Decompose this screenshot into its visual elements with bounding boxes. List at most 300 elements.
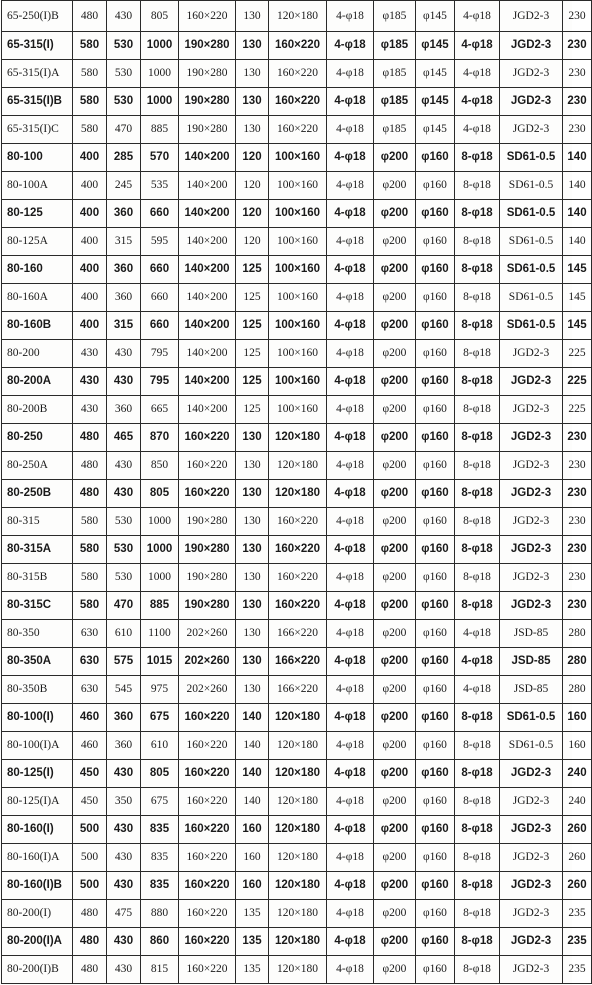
cell-flange-d1: φ200 xyxy=(374,228,416,256)
cell-flange-d2: φ160 xyxy=(416,312,455,340)
cell-isolator: JGD2-3 xyxy=(500,900,563,928)
cell-anchor-holes: 4-φ18 xyxy=(327,760,374,788)
cell-flange-holes: 8-φ18 xyxy=(455,172,500,200)
cell-model: 80-350B xyxy=(2,676,73,704)
cell-anchor-holes: 4-φ18 xyxy=(327,396,374,424)
cell-flange-holes: 8-φ18 xyxy=(455,368,500,396)
cell-dim-b: 360 xyxy=(107,732,141,760)
cell-dim-c: 850 xyxy=(141,452,179,480)
cell-flange-d1: φ185 xyxy=(374,32,416,60)
cell-dim-a: 480 xyxy=(73,452,107,480)
cell-dim-h: 120 xyxy=(236,172,269,200)
cell-flange-d2: φ160 xyxy=(416,424,455,452)
cell-bolt-spacing: 120×180 xyxy=(269,424,327,452)
cell-weight: 225 xyxy=(563,368,592,396)
cell-flange-d2: φ160 xyxy=(416,396,455,424)
cell-weight: 235 xyxy=(563,956,592,984)
cell-anchor-holes: 4-φ18 xyxy=(327,312,374,340)
cell-dim-h: 125 xyxy=(236,368,269,396)
cell-weight: 230 xyxy=(563,88,592,116)
cell-base-size: 160×220 xyxy=(179,452,236,480)
cell-dim-a: 630 xyxy=(73,676,107,704)
cell-weight: 260 xyxy=(563,844,592,872)
cell-dim-c: 1000 xyxy=(141,32,179,60)
cell-dim-c: 805 xyxy=(141,480,179,508)
cell-dim-a: 580 xyxy=(73,60,107,88)
cell-weight: 280 xyxy=(563,648,592,676)
table-row xyxy=(2,788,592,816)
cell-anchor-holes: 4-φ18 xyxy=(327,704,374,732)
cell-model: 80-250A xyxy=(2,452,73,480)
cell-dim-a: 580 xyxy=(73,564,107,592)
cell-dim-a: 400 xyxy=(73,172,107,200)
cell-base-size: 160×220 xyxy=(179,760,236,788)
cell-model: 80-315B xyxy=(2,564,73,592)
cell-bolt-spacing: 120×180 xyxy=(269,928,327,956)
cell-flange-d1: φ185 xyxy=(374,1,416,32)
cell-isolator: JGD2-3 xyxy=(500,592,563,620)
cell-flange-holes: 4-φ18 xyxy=(455,32,500,60)
cell-anchor-holes: 4-φ18 xyxy=(327,592,374,620)
cell-flange-holes: 8-φ18 xyxy=(455,200,500,228)
cell-isolator: JGD2-3 xyxy=(500,452,563,480)
cell-model: 80-125(I)A xyxy=(2,788,73,816)
cell-bolt-spacing: 100×160 xyxy=(269,340,327,368)
cell-dim-b: 430 xyxy=(107,340,141,368)
cell-flange-d1: φ185 xyxy=(374,60,416,88)
cell-dim-c: 1000 xyxy=(141,88,179,116)
cell-isolator: JGD2-3 xyxy=(500,396,563,424)
cell-isolator: SD61-0.5 xyxy=(500,144,563,172)
cell-bolt-spacing: 120×180 xyxy=(269,760,327,788)
cell-dim-a: 580 xyxy=(73,592,107,620)
cell-bolt-spacing: 100×160 xyxy=(269,144,327,172)
cell-dim-b: 430 xyxy=(107,816,141,844)
cell-dim-a: 580 xyxy=(73,88,107,116)
cell-dim-h: 125 xyxy=(236,284,269,312)
cell-dim-b: 610 xyxy=(107,620,141,648)
cell-bolt-spacing: 100×160 xyxy=(269,396,327,424)
cell-flange-holes: 8-φ18 xyxy=(455,228,500,256)
cell-anchor-holes: 4-φ18 xyxy=(327,508,374,536)
cell-dim-b: 545 xyxy=(107,676,141,704)
cell-dim-h: 160 xyxy=(236,844,269,872)
cell-weight: 225 xyxy=(563,396,592,424)
cell-flange-d1: φ200 xyxy=(374,396,416,424)
cell-flange-d1: φ200 xyxy=(374,928,416,956)
cell-flange-d2: φ160 xyxy=(416,900,455,928)
cell-isolator: JGD2-3 xyxy=(500,340,563,368)
cell-dim-c: 870 xyxy=(141,424,179,452)
cell-base-size: 190×280 xyxy=(179,88,236,116)
cell-dim-c: 610 xyxy=(141,732,179,760)
cell-weight: 145 xyxy=(563,256,592,284)
cell-anchor-holes: 4-φ18 xyxy=(327,564,374,592)
cell-dim-b: 245 xyxy=(107,172,141,200)
cell-dim-h: 130 xyxy=(236,676,269,704)
cell-dim-b: 360 xyxy=(107,200,141,228)
cell-base-size: 140×200 xyxy=(179,200,236,228)
cell-isolator: JGD2-3 xyxy=(500,536,563,564)
cell-isolator: SD61-0.5 xyxy=(500,200,563,228)
cell-flange-d2: φ160 xyxy=(416,620,455,648)
cell-isolator: JGD2-3 xyxy=(500,760,563,788)
cell-dim-a: 480 xyxy=(73,480,107,508)
table-row xyxy=(2,172,592,200)
cell-dim-c: 835 xyxy=(141,872,179,900)
cell-dim-c: 885 xyxy=(141,592,179,620)
cell-flange-d2: φ160 xyxy=(416,592,455,620)
cell-weight: 140 xyxy=(563,200,592,228)
cell-flange-d2: φ160 xyxy=(416,816,455,844)
cell-isolator: JSD-85 xyxy=(500,648,563,676)
cell-flange-holes: 8-φ18 xyxy=(455,732,500,760)
cell-base-size: 190×280 xyxy=(179,592,236,620)
cell-base-size: 190×280 xyxy=(179,60,236,88)
cell-dim-a: 580 xyxy=(73,32,107,60)
cell-bolt-spacing: 160×220 xyxy=(269,116,327,144)
cell-isolator: SD61-0.5 xyxy=(500,172,563,200)
cell-dim-h: 130 xyxy=(236,424,269,452)
cell-flange-holes: 8-φ18 xyxy=(455,900,500,928)
cell-dim-c: 535 xyxy=(141,172,179,200)
cell-dim-h: 130 xyxy=(236,60,269,88)
cell-dim-a: 460 xyxy=(73,704,107,732)
cell-dim-h: 125 xyxy=(236,396,269,424)
cell-isolator: JGD2-3 xyxy=(500,928,563,956)
table-row xyxy=(2,592,592,620)
table-row xyxy=(2,116,592,144)
cell-dim-a: 480 xyxy=(73,956,107,984)
cell-base-size: 202×260 xyxy=(179,620,236,648)
table-row xyxy=(2,760,592,788)
cell-flange-d1: φ200 xyxy=(374,844,416,872)
cell-model: 80-250B xyxy=(2,480,73,508)
cell-anchor-holes: 4-φ18 xyxy=(327,60,374,88)
cell-isolator: JGD2-3 xyxy=(500,788,563,816)
cell-base-size: 140×200 xyxy=(179,396,236,424)
cell-dim-b: 285 xyxy=(107,144,141,172)
cell-isolator: JGD2-3 xyxy=(500,956,563,984)
cell-dim-h: 130 xyxy=(236,648,269,676)
cell-dim-h: 135 xyxy=(236,900,269,928)
cell-dim-a: 500 xyxy=(73,872,107,900)
cell-flange-holes: 8-φ18 xyxy=(455,844,500,872)
table-row xyxy=(2,144,592,172)
cell-isolator: JGD2-3 xyxy=(500,368,563,396)
cell-bolt-spacing: 160×220 xyxy=(269,564,327,592)
cell-anchor-holes: 4-φ18 xyxy=(327,536,374,564)
cell-flange-d1: φ200 xyxy=(374,340,416,368)
cell-flange-holes: 8-φ18 xyxy=(455,396,500,424)
cell-weight: 140 xyxy=(563,172,592,200)
cell-dim-b: 530 xyxy=(107,564,141,592)
cell-dim-a: 630 xyxy=(73,620,107,648)
cell-dim-c: 660 xyxy=(141,256,179,284)
cell-flange-holes: 8-φ18 xyxy=(455,592,500,620)
cell-model: 80-100(I)A xyxy=(2,732,73,760)
cell-base-size: 140×200 xyxy=(179,284,236,312)
cell-flange-d1: φ200 xyxy=(374,368,416,396)
cell-anchor-holes: 4-φ18 xyxy=(327,1,374,32)
cell-bolt-spacing: 100×160 xyxy=(269,228,327,256)
cell-anchor-holes: 4-φ18 xyxy=(327,424,374,452)
cell-weight: 230 xyxy=(563,1,592,32)
cell-base-size: 160×220 xyxy=(179,928,236,956)
cell-flange-d2: φ160 xyxy=(416,480,455,508)
cell-model: 80-200 xyxy=(2,340,73,368)
table-row xyxy=(2,732,592,760)
table-row xyxy=(2,872,592,900)
cell-dim-c: 1000 xyxy=(141,536,179,564)
cell-flange-d1: φ200 xyxy=(374,172,416,200)
table-row xyxy=(2,256,592,284)
cell-flange-d2: φ145 xyxy=(416,88,455,116)
cell-weight: 230 xyxy=(563,32,592,60)
cell-model: 65-315(I)C xyxy=(2,116,73,144)
cell-dim-c: 1015 xyxy=(141,648,179,676)
cell-base-size: 160×220 xyxy=(179,480,236,508)
cell-flange-d2: φ160 xyxy=(416,228,455,256)
cell-dim-h: 130 xyxy=(236,1,269,32)
cell-isolator: JGD2-3 xyxy=(500,564,563,592)
cell-flange-d2: φ160 xyxy=(416,732,455,760)
cell-dim-h: 130 xyxy=(236,452,269,480)
cell-dim-b: 315 xyxy=(107,228,141,256)
cell-flange-d1: φ200 xyxy=(374,816,416,844)
cell-bolt-spacing: 166×220 xyxy=(269,676,327,704)
cell-dim-b: 475 xyxy=(107,900,141,928)
cell-model: 80-250 xyxy=(2,424,73,452)
cell-dim-a: 400 xyxy=(73,284,107,312)
cell-isolator: JGD2-3 xyxy=(500,508,563,536)
cell-dim-h: 120 xyxy=(236,144,269,172)
cell-dim-h: 130 xyxy=(236,32,269,60)
cell-dim-c: 815 xyxy=(141,956,179,984)
cell-dim-a: 430 xyxy=(73,368,107,396)
cell-weight: 160 xyxy=(563,704,592,732)
table-row xyxy=(2,228,592,256)
cell-flange-holes: 8-φ18 xyxy=(455,872,500,900)
cell-flange-d1: φ200 xyxy=(374,648,416,676)
cell-isolator: JSD-85 xyxy=(500,620,563,648)
table-row xyxy=(2,200,592,228)
cell-flange-d1: φ200 xyxy=(374,732,416,760)
cell-weight: 235 xyxy=(563,928,592,956)
cell-isolator: JSD-85 xyxy=(500,676,563,704)
cell-weight: 160 xyxy=(563,732,592,760)
cell-isolator: JGD2-3 xyxy=(500,844,563,872)
cell-flange-d1: φ185 xyxy=(374,88,416,116)
cell-model: 80-315 xyxy=(2,508,73,536)
cell-bolt-spacing: 160×220 xyxy=(269,32,327,60)
cell-dim-h: 130 xyxy=(236,116,269,144)
cell-isolator: SD61-0.5 xyxy=(500,312,563,340)
cell-model: 80-160(I)B xyxy=(2,872,73,900)
cell-base-size: 190×280 xyxy=(179,536,236,564)
table-row xyxy=(2,816,592,844)
cell-bolt-spacing: 120×180 xyxy=(269,452,327,480)
cell-flange-d2: φ160 xyxy=(416,844,455,872)
cell-flange-d2: φ145 xyxy=(416,116,455,144)
cell-model: 80-100(I) xyxy=(2,704,73,732)
cell-flange-holes: 4-φ18 xyxy=(455,1,500,32)
cell-dim-b: 530 xyxy=(107,32,141,60)
cell-bolt-spacing: 160×220 xyxy=(269,88,327,116)
cell-dim-b: 430 xyxy=(107,872,141,900)
cell-flange-d2: φ160 xyxy=(416,340,455,368)
cell-dim-b: 430 xyxy=(107,928,141,956)
cell-base-size: 140×200 xyxy=(179,172,236,200)
cell-dim-a: 500 xyxy=(73,844,107,872)
cell-bolt-spacing: 166×220 xyxy=(269,620,327,648)
cell-dim-a: 630 xyxy=(73,648,107,676)
cell-flange-d2: φ145 xyxy=(416,60,455,88)
cell-flange-d2: φ160 xyxy=(416,704,455,732)
cell-base-size: 190×280 xyxy=(179,564,236,592)
cell-weight: 280 xyxy=(563,620,592,648)
cell-dim-h: 130 xyxy=(236,508,269,536)
cell-flange-d2: φ160 xyxy=(416,760,455,788)
cell-dim-b: 360 xyxy=(107,256,141,284)
cell-anchor-holes: 4-φ18 xyxy=(327,172,374,200)
cell-flange-d1: φ200 xyxy=(374,620,416,648)
cell-anchor-holes: 4-φ18 xyxy=(327,228,374,256)
cell-model: 80-160(I)A xyxy=(2,844,73,872)
cell-bolt-spacing: 120×180 xyxy=(269,900,327,928)
cell-isolator: SD61-0.5 xyxy=(500,704,563,732)
cell-anchor-holes: 4-φ18 xyxy=(327,480,374,508)
cell-model: 80-200(I)A xyxy=(2,928,73,956)
cell-weight: 280 xyxy=(563,676,592,704)
cell-model: 80-315C xyxy=(2,592,73,620)
cell-dim-b: 470 xyxy=(107,592,141,620)
cell-dim-c: 885 xyxy=(141,116,179,144)
cell-bolt-spacing: 160×220 xyxy=(269,60,327,88)
cell-flange-d1: φ200 xyxy=(374,536,416,564)
cell-anchor-holes: 4-φ18 xyxy=(327,88,374,116)
cell-weight: 145 xyxy=(563,312,592,340)
cell-flange-d2: φ160 xyxy=(416,368,455,396)
cell-flange-d1: φ200 xyxy=(374,564,416,592)
cell-flange-holes: 8-φ18 xyxy=(455,284,500,312)
cell-dim-c: 660 xyxy=(141,312,179,340)
cell-flange-holes: 8-φ18 xyxy=(455,564,500,592)
cell-isolator: JGD2-3 xyxy=(500,1,563,32)
cell-dim-c: 1000 xyxy=(141,60,179,88)
cell-flange-d2: φ145 xyxy=(416,32,455,60)
cell-flange-holes: 4-φ18 xyxy=(455,116,500,144)
cell-dim-b: 575 xyxy=(107,648,141,676)
cell-base-size: 160×220 xyxy=(179,844,236,872)
cell-base-size: 140×200 xyxy=(179,228,236,256)
cell-bolt-spacing: 100×160 xyxy=(269,312,327,340)
cell-weight: 230 xyxy=(563,60,592,88)
table-row xyxy=(2,928,592,956)
cell-bolt-spacing: 100×160 xyxy=(269,200,327,228)
cell-dim-h: 140 xyxy=(236,760,269,788)
cell-dim-b: 430 xyxy=(107,368,141,396)
cell-flange-d1: φ200 xyxy=(374,592,416,620)
cell-dim-c: 660 xyxy=(141,200,179,228)
cell-weight: 260 xyxy=(563,816,592,844)
cell-bolt-spacing: 160×220 xyxy=(269,536,327,564)
cell-dim-b: 360 xyxy=(107,396,141,424)
cell-flange-holes: 4-φ18 xyxy=(455,88,500,116)
cell-dim-h: 140 xyxy=(236,704,269,732)
cell-flange-holes: 8-φ18 xyxy=(455,256,500,284)
cell-anchor-holes: 4-φ18 xyxy=(327,900,374,928)
cell-weight: 230 xyxy=(563,452,592,480)
cell-base-size: 202×260 xyxy=(179,648,236,676)
cell-dim-c: 1100 xyxy=(141,620,179,648)
cell-dim-a: 400 xyxy=(73,144,107,172)
cell-dim-c: 860 xyxy=(141,928,179,956)
cell-dim-a: 500 xyxy=(73,816,107,844)
cell-weight: 230 xyxy=(563,424,592,452)
cell-flange-d2: φ145 xyxy=(416,1,455,32)
cell-dim-b: 530 xyxy=(107,88,141,116)
cell-anchor-holes: 4-φ18 xyxy=(327,368,374,396)
pump-dimension-table xyxy=(1,0,592,984)
cell-dim-h: 130 xyxy=(236,480,269,508)
cell-dim-b: 430 xyxy=(107,760,141,788)
cell-anchor-holes: 4-φ18 xyxy=(327,340,374,368)
cell-weight: 140 xyxy=(563,144,592,172)
cell-isolator: JGD2-3 xyxy=(500,816,563,844)
cell-dim-c: 805 xyxy=(141,760,179,788)
cell-dim-a: 430 xyxy=(73,396,107,424)
cell-model: 80-160A xyxy=(2,284,73,312)
cell-dim-c: 665 xyxy=(141,396,179,424)
cell-bolt-spacing: 120×180 xyxy=(269,816,327,844)
cell-flange-d1: φ200 xyxy=(374,144,416,172)
cell-flange-holes: 8-φ18 xyxy=(455,816,500,844)
cell-flange-d1: φ200 xyxy=(374,508,416,536)
table-row xyxy=(2,1,592,32)
cell-dim-a: 400 xyxy=(73,312,107,340)
cell-flange-d2: φ160 xyxy=(416,256,455,284)
cell-dim-a: 450 xyxy=(73,760,107,788)
table-row xyxy=(2,60,592,88)
cell-bolt-spacing: 100×160 xyxy=(269,284,327,312)
cell-dim-h: 130 xyxy=(236,536,269,564)
cell-flange-holes: 8-φ18 xyxy=(455,788,500,816)
cell-flange-holes: 8-φ18 xyxy=(455,956,500,984)
cell-model: 80-100 xyxy=(2,144,73,172)
cell-isolator: SD61-0.5 xyxy=(500,732,563,760)
cell-dim-b: 430 xyxy=(107,480,141,508)
cell-dim-a: 480 xyxy=(73,1,107,32)
table-row xyxy=(2,424,592,452)
cell-isolator: JGD2-3 xyxy=(500,424,563,452)
cell-base-size: 160×220 xyxy=(179,788,236,816)
cell-flange-d1: φ200 xyxy=(374,452,416,480)
table-row xyxy=(2,676,592,704)
cell-model: 80-200A xyxy=(2,368,73,396)
cell-dim-b: 350 xyxy=(107,788,141,816)
cell-flange-holes: 4-φ18 xyxy=(455,648,500,676)
cell-dim-b: 430 xyxy=(107,1,141,32)
cell-flange-d2: φ160 xyxy=(416,788,455,816)
cell-model: 80-160(I) xyxy=(2,816,73,844)
cell-model: 80-160B xyxy=(2,312,73,340)
cell-dim-b: 430 xyxy=(107,844,141,872)
cell-flange-d2: φ160 xyxy=(416,200,455,228)
cell-flange-holes: 4-φ18 xyxy=(455,60,500,88)
cell-flange-d1: φ200 xyxy=(374,312,416,340)
cell-base-size: 160×220 xyxy=(179,1,236,32)
